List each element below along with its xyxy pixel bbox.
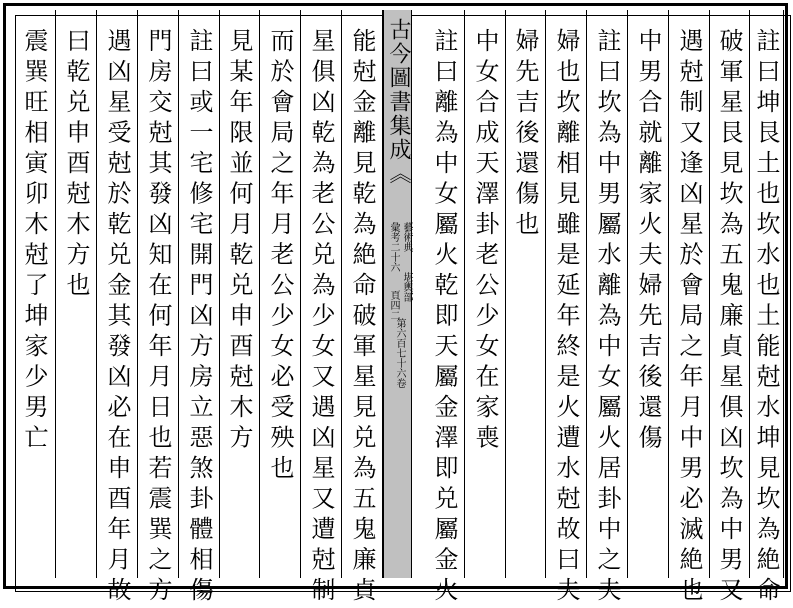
text-column: 中女合成天澤卦老公少女在家喪 [465,10,506,578]
text-column: 能尅金離見乾為絶命破軍星見兑為五鬼廉貞 [342,10,383,578]
text-column: 婦也坎離相見雖是延年終是火遭水尅故曰夫 [546,10,587,578]
text-column: 中男合就離家火夫婦先吉後還傷 [628,10,669,578]
text-column: 震巽旺相寅卯木尅了坤家少男亡 [13,10,56,578]
text-column: 婦先吉後還傷也 [506,10,546,578]
text-column: 註曰離為中女屬火乾即天屬金澤即兑屬金火 [424,10,465,578]
spine-section-1: 藝術典 [401,222,412,252]
text-column: 破軍星艮見坎為五鬼廉貞星俱凶坎為中男又 [710,10,750,578]
text-column: 註曰坤艮土也坎水也土能尅水坤見坎為絶命 [750,10,784,578]
text-column: 遇凶星受尅於乾兑金其發凶必在申酉年月故 [97,10,138,578]
spine-page-number: 頁四二 [388,290,399,320]
text-column: 見某年限並何月乾兑申酉尅木方 [220,10,260,578]
text-column [412,10,424,578]
text-column: 星俱凶乾為老公兑為少女又遇凶星又遭尅制 [301,10,342,578]
book-title: 古今圖書集成《 [386,18,411,186]
spine-section-2: 彙考二十六 [388,222,399,272]
spine-section-3: 堪輿部 [401,272,412,302]
text-column: 曰乾兑申酉尅木方也 [56,10,97,578]
text-column: 門房交尅其發凶知在何年月日也若震巽之方 [138,10,179,578]
book-spine [383,10,412,578]
text-column: 而於會局之年月老公少女必受殃也 [260,10,301,578]
text-column: 遇尅制又逢凶星於會局之年月中男必滅絶也 [669,10,710,578]
text-column: 註曰或一宅修宅開門凶方房立惡煞卦體相傷 [179,10,220,578]
spine-volume: 第六百七十六卷 [394,318,405,388]
text-column: 註曰坎為中男屬水離為中女屬火居卦中之夫 [587,10,628,578]
